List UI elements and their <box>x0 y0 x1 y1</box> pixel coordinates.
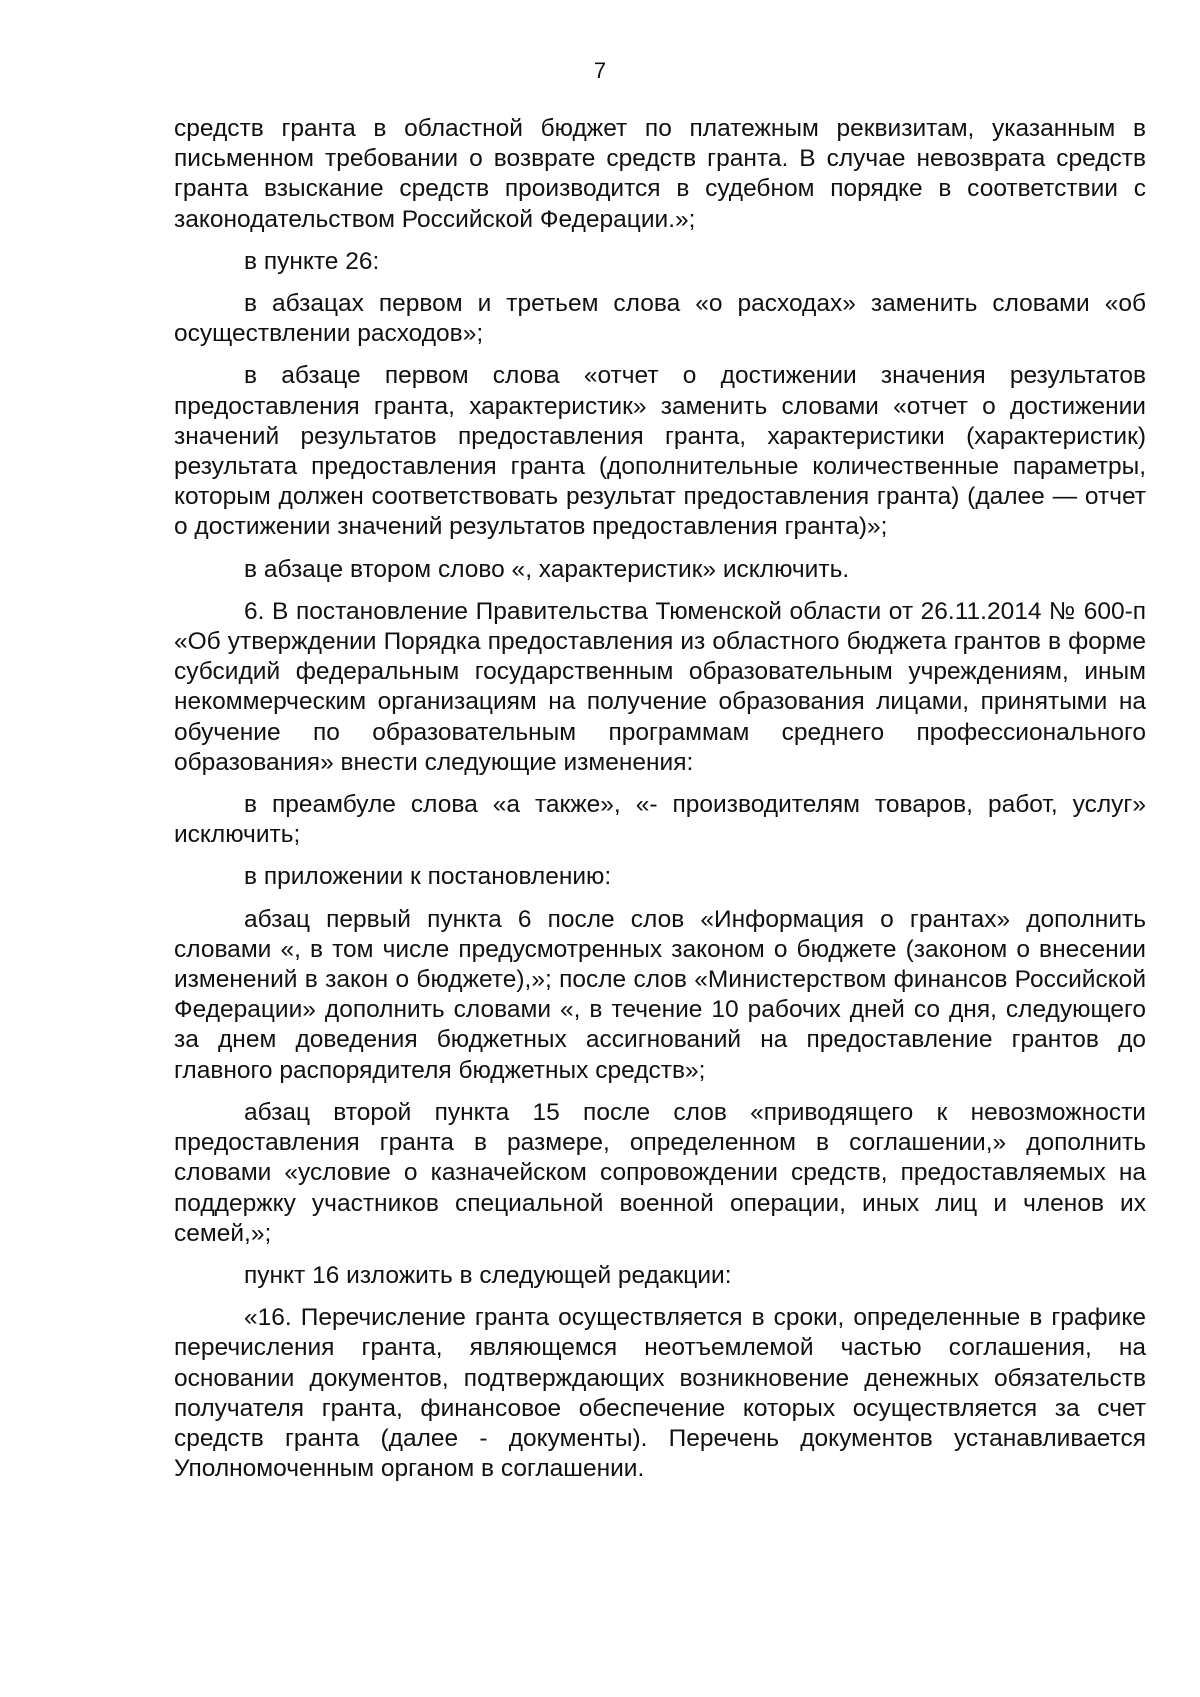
paragraph: в преамбуле слова «а также», «- производителям товаров, работ, услуг» исключить; <box>174 791 1146 849</box>
paragraph-clause-16: «16. Перечисление гранта осуществляется в сроки, определенные в графике перечисления гранта, являющемся неотъемлемой частью соглашения, на основании документов, подтверждающих возникновение денежных обязательств получателя гранта, финансовое обеспечение которых осуществляется за счет средств гранта (далее - документы). Перечень документов устанавливается Уполномоченным органом в соглашении. <box>174 1304 1146 1483</box>
paragraph: в абзаце первом слова «отчет о достижении значения результатов предоставления гранта, характеристик» заменить словами «отчет о достижении значений результатов предоставления гранта, характеристики (характеристик) результата предоставления гранта (дополнительные количественные параметры, которым должен соответствовать результат предоставления гранта) (далее — отчет о достижении значений результатов предоставления гранта)»; <box>174 362 1146 541</box>
document-body <box>174 114 1146 1496</box>
paragraph: в абзаце втором слово «, характеристик» исключить. <box>244 555 850 583</box>
paragraph: абзац второй пункта 15 после слов «приводящего к невозможности предоставления гранта в размере, определенном в соглашении,» дополнить словами «условие о казначейском сопровождении средств, предоставляемых на поддержку участников специальной военной операции, иных лиц и членов их семей,»; <box>174 1098 1146 1247</box>
paragraph: в приложении к постановлению: <box>244 863 612 891</box>
page-number: 7 <box>593 58 607 83</box>
paragraph: абзац первый пункта 6 после слов «Информация о грантах» дополнить словами «, в том числе предусмотренных законом о бюджете (законом о внесении изменений в закон о бюджете),»; после слов «Министерством финансов Российской Федерации» дополнить словами «, в течение 10 рабочих дней со дня, следующего за днем доведения бюджетных ассигнований на предоставление грантов до главного распорядителя бюджетных средств»; <box>174 905 1146 1084</box>
paragraph-item-6: 6. В постановление Правительства Тюменской области от 26.11.2014 № 600-п «Об утверждении Порядка предоставления из областного бюджета грантов в форме субсидий федеральным государственным образовательным учреждениям, иным некоммерческим организациям на получение образования лицами, принятыми на обучение по образовательным программам среднего профессионального образования» внести следующие изменения: <box>174 597 1146 776</box>
paragraph: в абзацах первом и третьем слова «о расходах» заменить словами «об осуществлении расходов»; <box>174 290 1146 348</box>
paragraph-continuation: средств гранта в областной бюджет по платежным реквизитам, указанным в письменном требовании о возврате средств гранта. В случае невозврата средств гранта взыскание средств производится в судебном порядке в соответствии с законодательством Российской Федерации.»; <box>174 115 1146 233</box>
paragraph: пункт 16 изложить в следующей редакции: <box>244 1261 732 1289</box>
paragraph: в пункте 26: <box>244 247 380 275</box>
